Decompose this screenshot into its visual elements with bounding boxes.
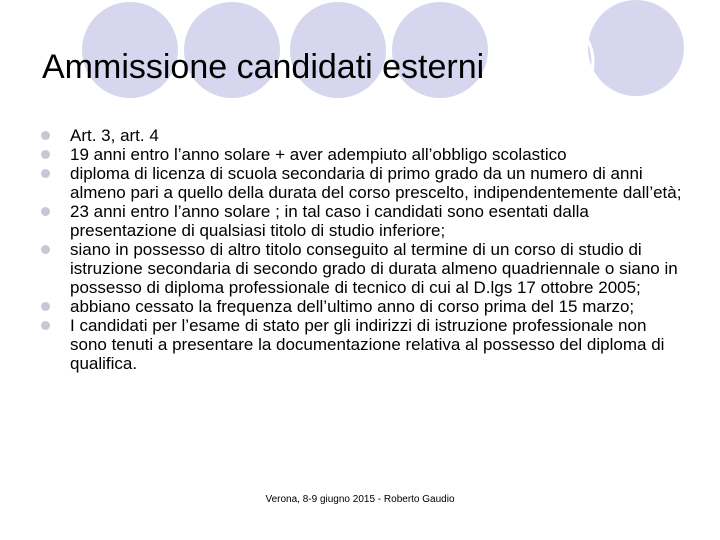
bullet-item	[0, 240, 720, 297]
slide-title: Ammissione candidati esterni	[42, 48, 485, 86]
bullet-dot-icon	[41, 131, 50, 140]
bullet-item	[0, 164, 720, 202]
bullet-dot-icon	[41, 207, 50, 216]
bullet-item	[0, 126, 720, 145]
bullet-dot-icon	[41, 245, 50, 254]
bullet-dot-icon	[41, 169, 50, 178]
bullet-text: 23 anni entro l’anno solare ; in tal caso i candidati sono esentati dalla presentazione di qualsiasi titolo di studio inferiore;	[70, 202, 589, 240]
bullet-dot-icon	[41, 150, 50, 159]
bullet-dot-icon	[41, 321, 50, 330]
bullet-text: diploma di licenza di scuola secondaria di primo grado da un numero di anni almeno pari a quello della durata del corso prescelto, indipendentemente dall’età;	[70, 164, 682, 202]
bullet-item	[0, 202, 720, 240]
bullet-text: I candidati per l’esame di stato per gli indirizzi di istruzione professionale non sono tenuti a presentare la documentazione relativa al possesso del diploma di qualifica.	[70, 316, 665, 373]
bullet-item	[0, 145, 720, 164]
slide-footer: Verona, 8-9 giugno 2015 - Roberto Gaudio	[265, 494, 455, 505]
bullet-text: abbiano cessato la frequenza dell’ultimo anno di corso prima del 15 marzo;	[70, 297, 635, 316]
bullet-item	[0, 316, 720, 373]
bullet-list	[0, 126, 720, 373]
deco-circle-7	[497, 14, 593, 110]
bullet-text: siano in possesso di altro titolo conseguito al termine di un corso di studio di istruzione secondaria di secondo grado di durata almeno quadriennale o siano in possesso di diploma professionale di tecnico di cui al D.lgs 17 ottobre 2005;	[70, 240, 678, 297]
bullet-dot-icon	[41, 302, 50, 311]
bullet-text: 19 anni entro l’anno solare + aver adempiuto all’obbligo scolastico	[70, 145, 567, 164]
deco-circle-6	[588, 0, 684, 96]
bullet-item	[0, 297, 720, 316]
bullet-text: Art. 3, art. 4	[70, 126, 159, 145]
